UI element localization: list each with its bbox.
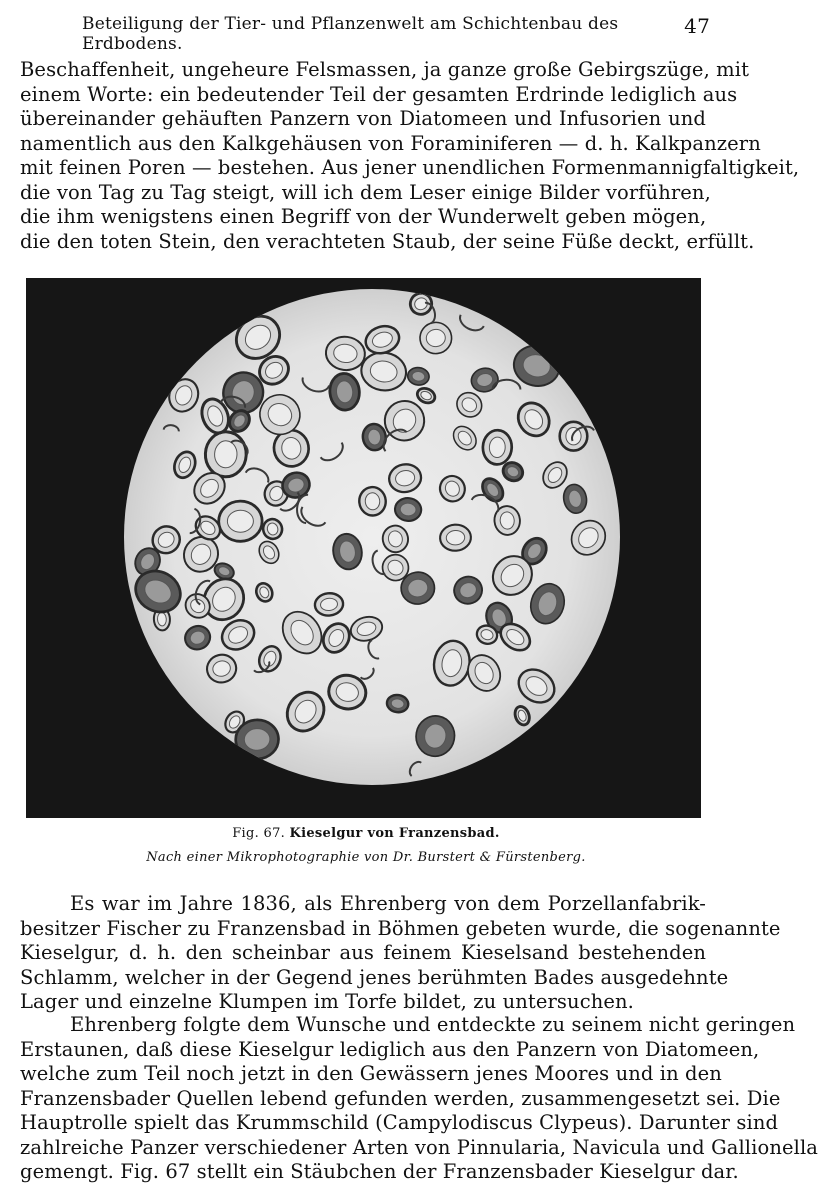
diatom-shell — [439, 524, 471, 552]
diatom-shell — [218, 501, 262, 542]
text-line: Hauptrolle spielt das Krummschild (Campylodiscus Clypeus). Darunter sind — [20, 1111, 779, 1134]
figure-label: Fig. 67. — [232, 826, 286, 841]
text-line: welche zum Teil noch jetzt in den Gewässern jenes Moores und in den — [20, 1062, 722, 1085]
text-line: besitzer Fischer zu Franzensbad in Böhmen gebeten wurde, die sogenannte — [20, 916, 781, 940]
page-number: 47 — [684, 14, 710, 38]
text-line: mit feinen Poren — bestehen. Aus jener unendlichen Formenmannigfaltigkeit, — [20, 156, 800, 179]
running-title: Beteiligung der Tier- und Pflanzenwelt am Schichtenbau des Erdbodens. — [82, 14, 619, 54]
micrograph-image — [26, 278, 701, 818]
page-header — [82, 14, 710, 54]
figure-caption — [0, 826, 732, 841]
text-line: Schlamm, welcher in der Gegend jenes berühmten Bades ausgedehnte — [20, 965, 729, 989]
text-line: Lager und einzelne Klumpen im Torfe bildet, zu untersuchen. — [20, 990, 634, 1013]
text-line: Ehrenberg folgte dem Wunsche und entdeckte zu seinem nicht geringen — [70, 1013, 796, 1036]
text-line: die ihm wenigstens einen Begriff von der Wunderwelt geben mögen, — [20, 205, 707, 228]
diatom-shell — [482, 430, 512, 466]
paragraph-ehrenberg-request — [20, 892, 781, 1015]
text-line: einem Worte: ein bedeutender Teil der gesamten Erdrinde lediglich aus — [20, 82, 738, 106]
text-line: Franzensbader Quellen lebend gefunden werden, zusammengesetzt sei. Die — [20, 1086, 781, 1110]
text-line: Erstaunen, daß diese Kieselgur lediglich aus den Panzern von Diatomeen, — [20, 1037, 760, 1061]
text-line: namentlich aus den Kalkgehäusen von Foraminiferen — d. h. Kalkpanzern — [20, 131, 761, 155]
figure-credit: Nach einer Mikrophotographie von Dr. Burstert & Fürstenberg. — [146, 850, 586, 865]
micrograph-figure — [26, 278, 701, 818]
paragraph-ehrenberg-findings — [20, 1013, 818, 1185]
text-line: Beschaffenheit, ungeheure Felsmassen, ja ganze große Gebirgszüge, mit — [20, 58, 750, 81]
text-line: Es war im Jahre 1836, als Ehrenberg von dem Porzellanfabrik- — [70, 892, 706, 915]
text-line: Kieselgur, d. h. den scheinbar aus feinem Kieselsand bestehenden — [20, 941, 706, 964]
diatom-shell — [204, 431, 247, 478]
text-line: die von Tag zu Tag steigt, will ich dem Leser einige Bilder vorführen, — [20, 180, 711, 204]
paragraph-intro — [20, 58, 800, 254]
text-line: zahlreiche Panzer verschiedener Arten von Pinnularia, Navicula und Gallionella — [20, 1135, 818, 1159]
figure-title: Kieselgur von Franzensbad. — [289, 826, 500, 841]
text-line: die den toten Stein, den verachteten Staub, der seine Füße deckt, erfüllt. — [20, 229, 755, 253]
text-line: übereinander gehäuften Panzern von Diatomeen und Infusorien und — [20, 107, 706, 130]
text-line: gemengt. Fig. 67 stellt ein Stäubchen der Franzensbader Kieselgur dar. — [20, 1160, 739, 1183]
